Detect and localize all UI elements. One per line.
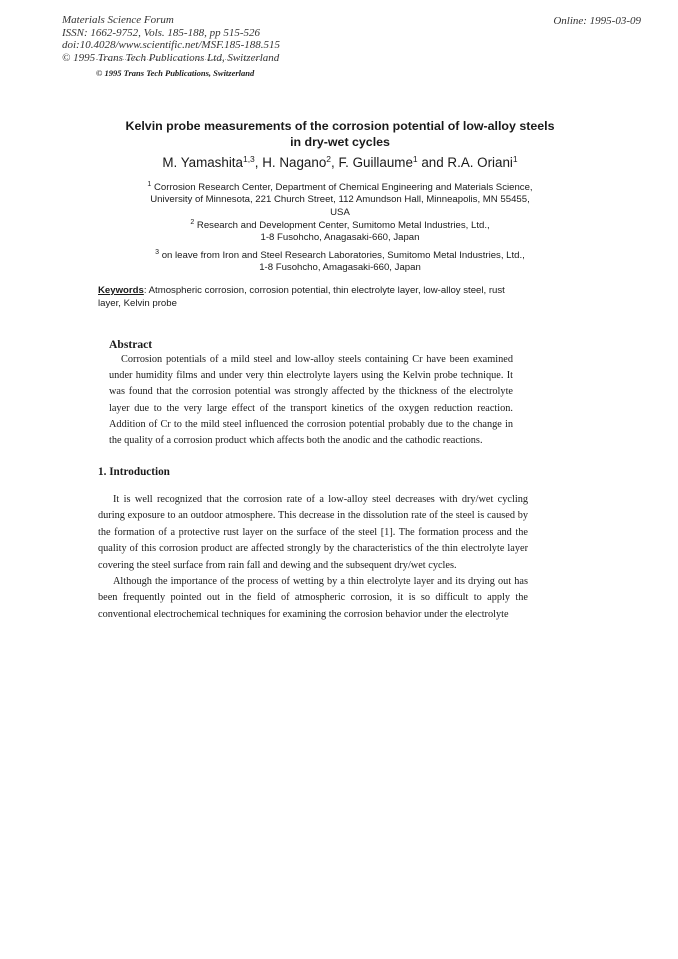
author-name: M. Yamashita: [162, 155, 243, 170]
title-line: Kelvin probe measurements of the corrosion potential of low-alloy steels: [125, 119, 555, 133]
affiliation-number: 1: [147, 181, 152, 188]
paragraph-text: It is well recognized that the corrosion rate of a low-alloy steel decreases with dry/wet cycling during exposure to an outdoor atmosphere. This decrease in the dissolution rate of the steel is caused by the formation of a protective rust layer on the surface of the steel [1]. The formation process and the quality of this corrosion product are affected strongly by the characteristics of the thin electrolyte layer covering the steel surface from rain fall and dewing and the subsequent dry/wet cycles.: [98, 494, 528, 571]
affiliation: [90, 220, 590, 245]
affiliation: [90, 250, 590, 275]
paper-title: [90, 118, 590, 150]
scan-copyright: © 1995 Trans Tech Publications, Switzerland: [96, 68, 255, 78]
keywords-text: : Atmospheric corrosion, corrosion potential, thin electrolyte layer, low-alloy steel, rust layer, Kelvin probe: [98, 285, 505, 309]
author-separator: ,: [254, 155, 263, 170]
scan-artifact: [96, 59, 264, 64]
copyright-line: © 1995 Trans Tech Publications Ltd, Switzerland: [62, 51, 280, 64]
author-conjunction: and: [417, 155, 448, 170]
affiliation-line: USA: [330, 206, 350, 218]
affiliation-line: 1-8 Fusohcho, Amagasaki-660, Japan: [259, 262, 421, 274]
journal-name: Materials Science Forum: [62, 14, 174, 26]
author-separator: ,: [331, 155, 339, 170]
keywords: [98, 285, 528, 310]
affiliation-line: Research and Development Center, Sumitomo Metal Industries, Ltd.,: [196, 220, 490, 231]
affiliation-line: 1-8 Fusohcho, Anagasaki-660, Japan: [260, 232, 420, 244]
publication-info: [62, 14, 280, 64]
issn-line: ISSN: 1662-9752, Vols. 185-188, pp 515-526: [62, 26, 260, 39]
paragraph: [98, 574, 528, 623]
section-heading-introduction: 1. Introduction: [98, 466, 170, 478]
affiliation-line: on leave from Iron and Steel Research Laboratories, Sumitomo Metal Industries, Ltd.,: [161, 250, 525, 261]
online-date: Online: 1995-03-09: [553, 15, 641, 27]
author-name: F. Guillaume: [338, 155, 413, 170]
abstract-body: [109, 352, 513, 449]
author-name: H. Nagano: [262, 155, 327, 170]
author-list: [90, 154, 590, 171]
abstract-heading: Abstract: [109, 338, 153, 351]
affiliation: [90, 182, 590, 219]
affiliation-line: University of Minnesota, 221 Church Street, 112 Amundson Hall, Minneapolis, MN 55455,: [150, 194, 530, 206]
author-name: R.A. Oriani: [447, 155, 513, 170]
affiliation-number: 2: [190, 219, 195, 226]
abstract-text: Corrosion potentials of a mild steel and low-alloy steels containing Cr have been examined under humidity films and under very thin electrolyte layers using the Kelvin probe technique. It was found that the corrosion potential was strongly affected by the thickness of the electrolyte layer due to the very large effect of the transport kinetics of the oxygen reduction reaction. Addition of Cr to the mild steel influenced the corrosion potential probably due to the change in the quality of a corrosion product which affects both the anodic and the cathodic reactions.: [109, 354, 513, 447]
affiliation-line: Corrosion Research Center, Department of Chemical Engineering and Materials Science,: [153, 182, 533, 193]
paragraph: [98, 492, 528, 574]
author-affil-mark: 2: [326, 154, 332, 164]
title-line: in dry-wet cycles: [290, 135, 390, 149]
affiliation-number: 3: [155, 249, 160, 256]
doi-link[interactable]: doi:10.4028/www.scientific.net/MSF.185-188.515: [62, 39, 281, 51]
author-affil-mark: 1: [412, 154, 418, 164]
author-affil-mark: 1,3: [242, 154, 255, 164]
author-affil-mark: 1: [512, 154, 518, 164]
paragraph-text: Although the importance of the process of wetting by a thin electrolyte layer and its drying out has been frequently pointed out in the field of atmospheric corrosion, it is so difficult to apply the conventional electrochemical techniques for examining the corrosion behavior under the electrolyte: [98, 576, 528, 620]
keywords-label: Keywords: [98, 285, 144, 296]
